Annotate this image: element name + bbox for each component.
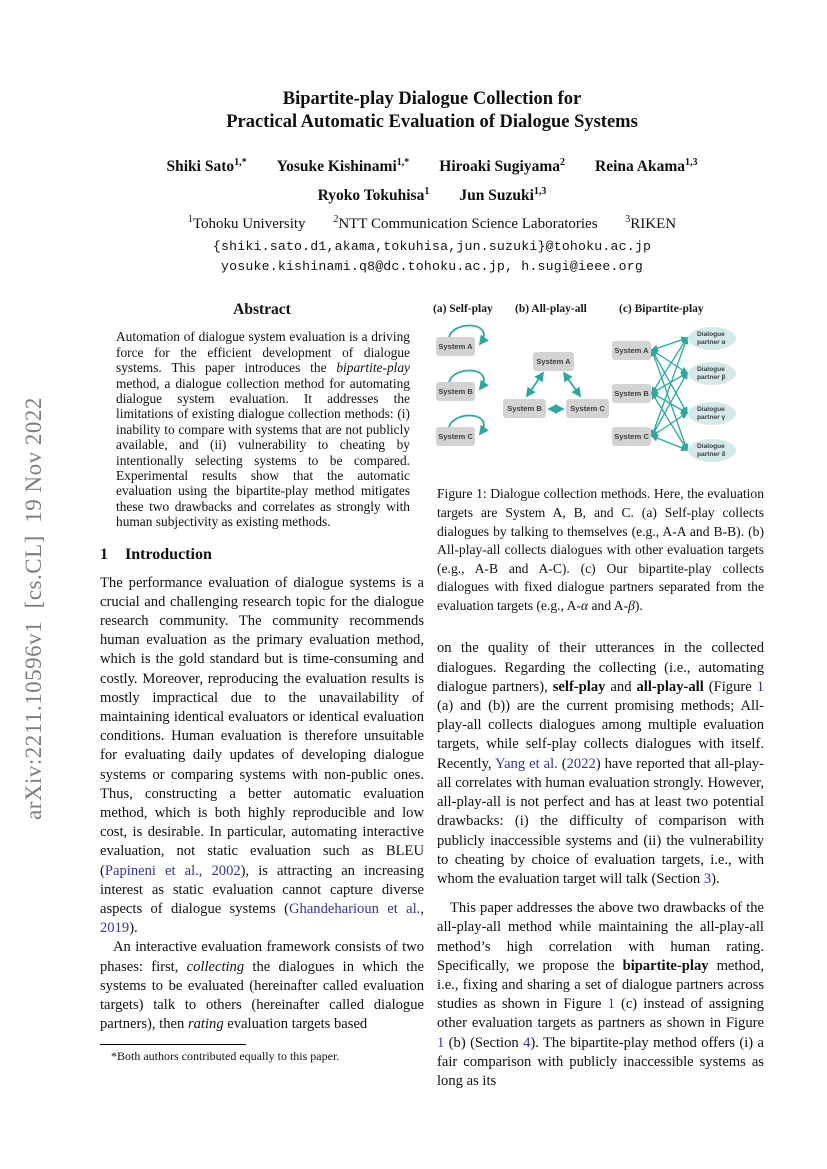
left-column: [100, 299, 424, 1091]
author-row-1: [100, 150, 764, 179]
system-box: System A: [533, 352, 574, 371]
email-block: [100, 237, 764, 277]
system-box: System C: [612, 427, 651, 446]
right-paragraph-1: on the quality of their utterances in the collected dialogues. Regarding the collecting (i.e., automating dialogue partners), self-play and all-play-all (Figure 1 (a) and (b)) are the current promising methods; All-play-all collects dialogues among multiple evaluation targets, while self-play collects dialogues with itself. Recently, Yang et al. (2022) have reported that all-play-all correlates with human evaluation strongly. However, all-play-all is not perfect and has at least two potential drawbacks: (i) the difficulty of comparison with publicly inaccessible systems and (ii) the vulnerability to cheating by choice of evaluation targets, i.e., with whom the evaluation target will talk (Section 3).: [437, 640, 765, 887]
paper-content: [100, 0, 764, 1091]
right-column: [433, 299, 765, 1091]
section-heading-introduction: 1 Introduction: [100, 545, 212, 563]
affiliation: $^2$NTT Communication Science Laboratories: [333, 214, 598, 233]
intro-paragraph-1: The performance evaluation of dialogue systems is a crucial and challenging research topic for the dialogue research community. The community recommends human evaluation as the primary evaluation method, which is the gold standard but is time-consuming and costly. Moreover, reproducing the evaluation results is mostly impractical due to the unavailability of maintaining identical evaluators or identical evaluation conditions. Human evaluation is therefore unsuitable for evaluating daily updates of developing dialogue systems or comparing systems with non-public ones. Thus, constructing a better automatic evaluation method, which is both highly reproducible and low cost, is desirable. In particular, automating interactive evaluation, not static evaluation such as BLEU (Papineni et al., 2002), is attracting an increasing interest as static evaluation cannot capture diverse aspects of dialogue systems (Ghandeharioun et al., 2019).: [100, 574, 424, 937]
system-box: System B: [436, 382, 475, 401]
panel-a-label: (a) Self-play: [433, 303, 493, 316]
author: Hiroaki Sugiyama$^2$: [439, 157, 566, 176]
figure-1-art: [431, 299, 743, 471]
system-box: System C: [436, 427, 475, 446]
email-line: yosuke.kishinami.q8@dc.tohoku.ac.jp, h.sugi@ieee.org: [221, 259, 643, 275]
abstract-heading: Abstract: [233, 301, 291, 319]
title-line-1: Bipartite-play Dialogue Collection for: [282, 89, 582, 109]
affiliation: $^3$RIKEN: [625, 214, 677, 233]
author-block: [100, 150, 764, 208]
system-box: System B: [612, 384, 651, 403]
author-row-2: [100, 179, 764, 208]
affiliation: $^1$Tohoku University: [187, 214, 306, 233]
panel-c-label: (c) Bipartite-play: [619, 303, 704, 316]
system-box: System B: [503, 399, 546, 418]
citation-link[interactable]: 4: [523, 1034, 531, 1051]
paper-title: [100, 88, 764, 134]
footnote-rule: [100, 1044, 246, 1045]
figure-1-caption: Figure 1: Dialogue collection methods. Here, the evaluation targets are System A, B, and C. (a) Self-play collects dialogues by talking to themselves (e.g., A-A and B-B). (b) All-play-all collects dialogues with other evaluation targets (e.g., A-B and A-C). (c) Our bipartite-play collects dialogues with fixed dialogue partners separated from the evaluation targets (e.g., A-α and A-β).: [437, 486, 764, 613]
abstract-text: Automation of dialogue system evaluation is a driving force for the efficient development of dialogue systems. This paper introduces the bipartite-play method, a dialogue collection method for automating dialogue system evaluation. It addresses the limitations of existing dialogue collection methods: (i) inability to compare with systems that are not publicly available, and (ii) vulnerability to cheating by intentionally selecting systems to be compared. Experimental results show that the automatic evaluation using the bipartite-play method mitigates these two drawbacks and correlates as strongly with human subjectivity as existing methods.: [116, 329, 410, 530]
citation-link[interactable]: 2022: [566, 755, 596, 772]
footnote-text: *Both authors contributed equally to this paper.: [111, 1049, 340, 1064]
system-box: System A: [612, 341, 651, 360]
title-line-2: Practical Automatic Evaluation of Dialogue Systems: [226, 112, 638, 132]
author: Ryoko Tokuhisa$^1$: [317, 186, 430, 205]
right-paragraph-2: This paper addresses the above two drawbacks of the all-play-all method while maintaining the all-play-all method’s high correlation with human rating. Specifically, we propose the bipartite-play method, i.e., fixing and sharing a set of dialogue partners across studies as shown in Figure 1 (c) instead of assigning other evaluation targets as partners as shown in Figure 1 (b) (Section 4). The bipartite-play method offers (i) a fair comparison with publicly inaccessible systems as long as its: [437, 900, 765, 1089]
author: Shiki Sato$^{1,*}$: [166, 157, 247, 176]
intro-paragraph-2: An interactive evaluation framework consists of two phases: first, collecting the dialogues in which the systems to be evaluated (hereinafter called evaluation targets) talk to others (hereinafter called dialogue partners), then rating evaluation targets based: [100, 939, 424, 1033]
citation-link[interactable]: 1: [756, 678, 765, 695]
citation-link[interactable]: Yang et al.: [495, 755, 558, 772]
panel-b-label: (b) All-play-all: [515, 303, 587, 316]
author: Reina Akama$^{1,3}$: [595, 157, 698, 176]
arxiv-watermark: arXiv:2211.10596v1 [cs.CL] 19 Nov 2022: [21, 397, 46, 821]
system-box: System C: [566, 399, 609, 418]
author: Jun Suzuki$^{1,3}$: [459, 186, 547, 205]
citation-link[interactable]: 1: [607, 996, 615, 1013]
citation-link[interactable]: 1: [437, 1034, 445, 1051]
affiliation-line: [100, 214, 764, 233]
citation-link[interactable]: Ghandeharioun et al.: [288, 901, 421, 918]
dialogue-partner-ellipse: Dialogue partner α: [688, 327, 736, 350]
two-column-body: [100, 299, 764, 1091]
citation-link[interactable]: 2019: [100, 920, 130, 937]
figure-1: [433, 299, 764, 615]
dialogue-partner-ellipse: Dialogue partner γ: [688, 402, 736, 425]
abstract-section: [100, 301, 424, 529]
author: Yosuke Kishinami$^{1,*}$: [276, 157, 410, 176]
dialogue-partner-ellipse: Dialogue partner β: [688, 362, 736, 385]
citation-link[interactable]: 3: [703, 870, 712, 887]
footnote: [100, 1044, 424, 1064]
citation-link[interactable]: Papineni et al., 2002: [104, 862, 241, 879]
system-box: System A: [436, 337, 475, 356]
email-line: {shiki.sato.d1,akama,tokuhisa,jun.suzuki}@tohoku.ac.jp: [212, 239, 652, 255]
dialogue-partner-ellipse: Dialogue partner δ: [688, 439, 736, 462]
